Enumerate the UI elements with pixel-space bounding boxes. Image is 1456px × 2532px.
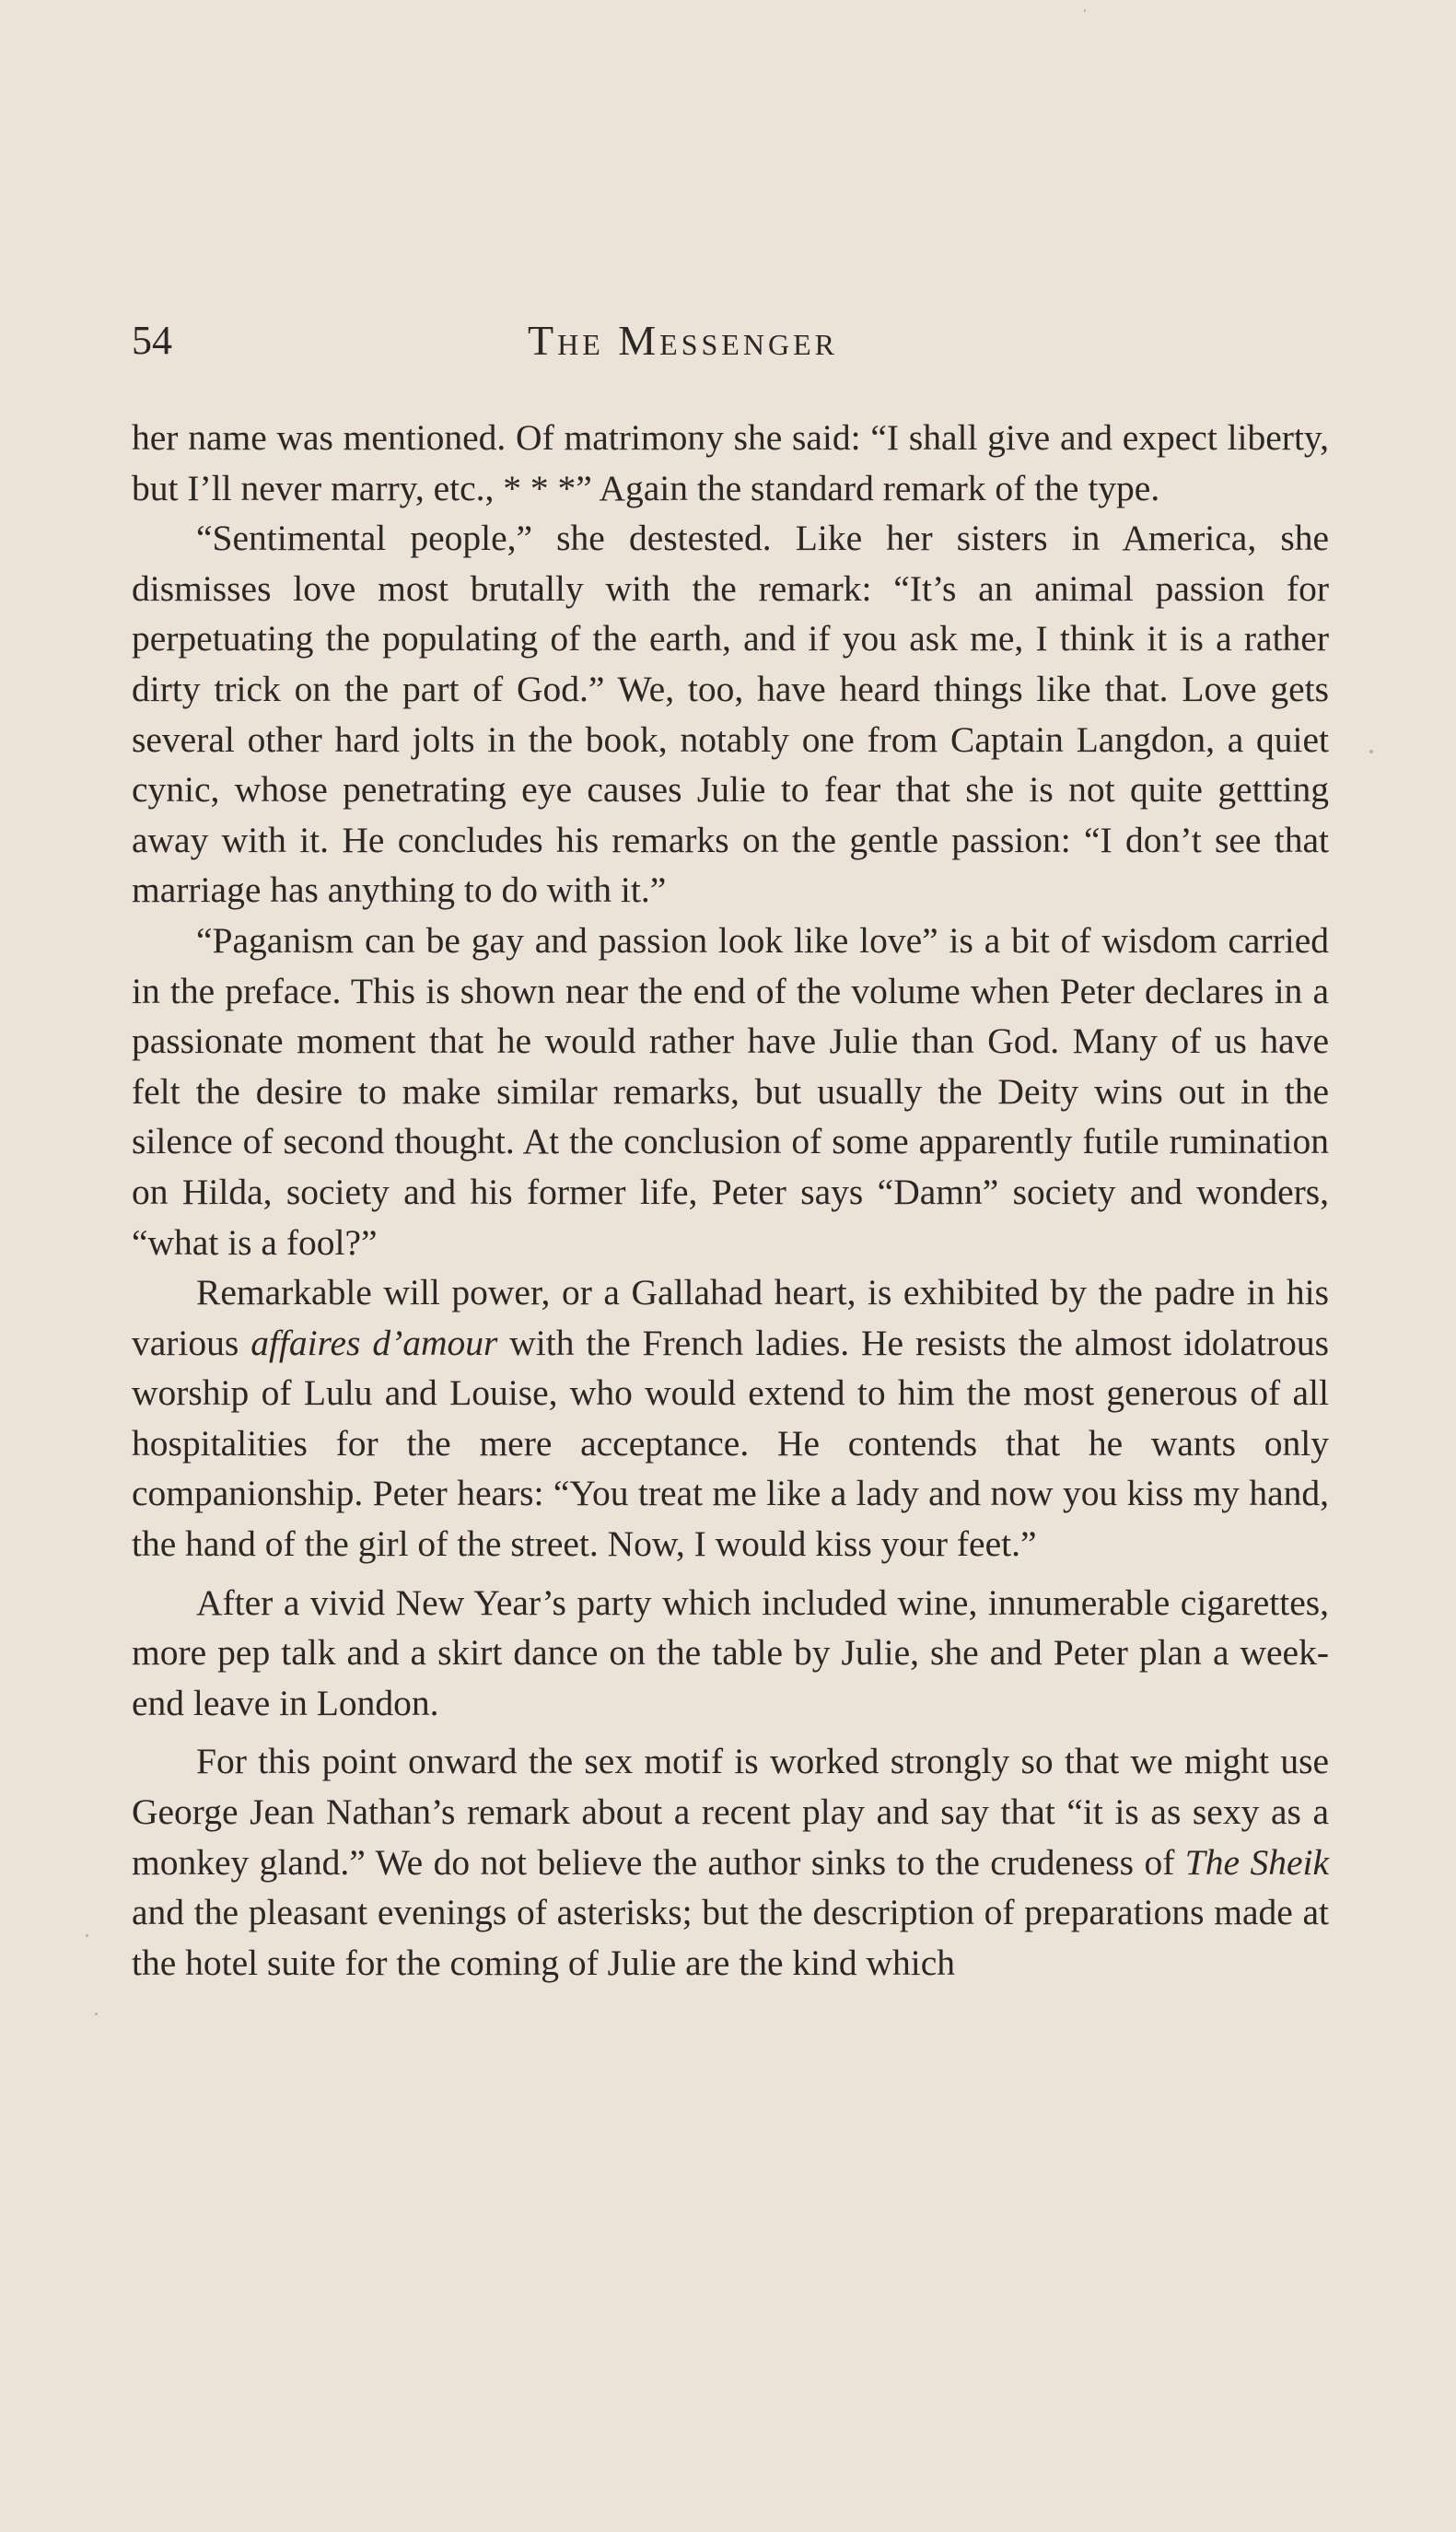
paper-speck: [95, 2013, 98, 2015]
italic-title: affaires d’amour: [250, 1322, 498, 1363]
text-segment: “Paganism can be gay and passion look like love” is a bit of wisdom carried in the preface. This is shown near the end of the volume when Peter declares in a passionate moment that he would rather have Julie than God. Many of us have felt the desire to make similar remarks, but usually the Deity wins out in the silence of second thought. At the conclusion of some apparently futile rumination on Hilda, society and his former life, Peter says “Damn” society and wonders, “what is a fool?”: [132, 919, 1329, 1263]
paper-speck: [86, 1934, 88, 1937]
paragraph: [132, 413, 1329, 513]
text-segment: “Sentimental people,” she destested. Like her sisters in America, she dismisses love most brutally with the remark: “It’s an animal passion for perpetuating the populating of the earth, and if you ask me, I think it is a rather dirty trick on the part of God.” We, too, have heard things like that. Love gets several other hard jolts in the book, notably one from Captain Langdon, a quiet cynic, whose penetrating eye causes Julie to fear that she is not quite gettting away with it. He concludes his remarks on the gentle passion: “I don’t see that marriage has anything to do with it.”: [132, 518, 1329, 911]
text-segment: and the pleasant evenings of asterisks; but the description of preparations made at the hotel suite for the coming of Julie are the kind which: [132, 1892, 1329, 1983]
italic-title: The Sheik: [1184, 1841, 1330, 1883]
paper-speck: [1084, 9, 1086, 12]
paragraph: [132, 1578, 1329, 1729]
paragraph: [132, 1267, 1329, 1569]
body-text: [132, 413, 1329, 1988]
paragraph: [132, 1736, 1329, 1988]
page-number: 54: [132, 318, 172, 363]
paragraph: [132, 513, 1329, 916]
text-segment: For this point onward the sex motif is worked strongly so that we might use George Jean Nathan’s remark about a recent play and say that “it is as sexy as a monkey gland.” We do not believe the author sinks to the crudeness of: [132, 1741, 1329, 1883]
paper-speck: [1369, 750, 1373, 753]
paragraph: [132, 916, 1329, 1267]
text-segment: with the French ladies. He resists the almost idolatrous worship of Lulu and Louise, who would extend to him the most generous of all hospitalities for the mere acceptance. He contends that he wants only companionship. Peter hears: “You treat me like a lady and now you kiss my hand, the hand of the girl of the street. Now, I would kiss your feet.”: [132, 1322, 1329, 1565]
running-title: The Messenger: [528, 317, 838, 364]
page-header: [132, 313, 1329, 368]
text-segment: Remarkable will power, or a Gallahad heart, is exhibited by the padre in his various: [132, 1272, 1329, 1363]
text-segment: After a vivid New Year’s party which included wine, innumerable cigarettes, more pep talk and a skirt dance on the table by Julie, she and Peter plan a week-end leave in London.: [132, 1581, 1329, 1723]
text-segment: her name was mentioned. Of matrimony she said: “I shall give and expect liberty, but I’ll never marry, etc., * * *” Again the standard remark of the type.: [132, 417, 1329, 508]
